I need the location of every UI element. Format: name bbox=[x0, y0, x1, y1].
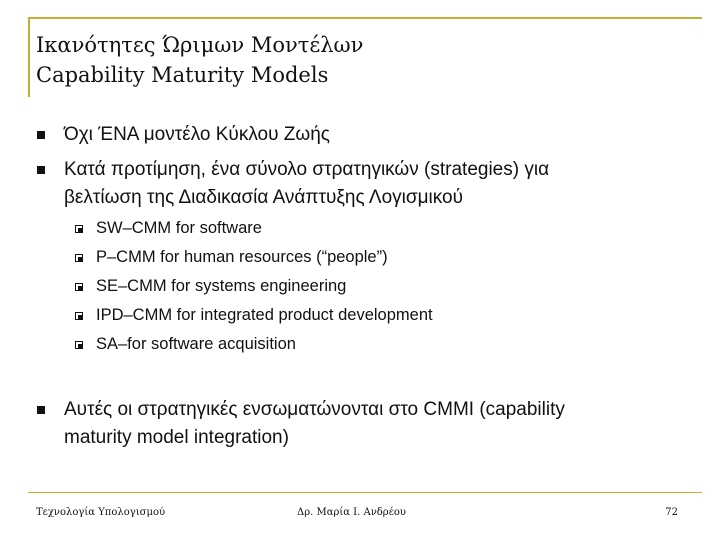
left-rule bbox=[28, 17, 30, 97]
bottom-rule bbox=[28, 492, 702, 493]
slide-title bbox=[36, 30, 363, 90]
title-line-greek: Ικανότητες Ώριμων Μοντέλων bbox=[36, 33, 364, 57]
bullet-1: Όχι ΈΝΑ μοντέλο Κύκλου Ζωής bbox=[64, 124, 330, 145]
bullet-2-line-1: Κατά προτίμηση, ένα σύνολο στρατηγικών (strategies) για bbox=[64, 159, 550, 180]
sub-bullet-2: P–CMM for human resources (“people”) bbox=[96, 248, 388, 266]
page-number: 72 bbox=[665, 507, 678, 518]
footer-course: Τεχνολογία Υπολογισμού bbox=[36, 507, 166, 518]
square-bullet-icon bbox=[37, 166, 45, 174]
top-rule bbox=[28, 17, 702, 19]
hollow-square-bullet-icon bbox=[75, 225, 83, 233]
bullet-2-line-2: βελτίωση της Διαδικασία Ανάπτυξης Λογισμικού bbox=[64, 187, 463, 208]
hollow-square-bullet-icon bbox=[75, 283, 83, 291]
bullet-3-line-2: maturity model integration) bbox=[64, 427, 289, 448]
square-bullet-icon bbox=[37, 131, 45, 139]
sub-bullet-3: SE–CMM for systems engineering bbox=[96, 277, 347, 295]
sub-bullet-5: SA–for software acquisition bbox=[96, 335, 296, 353]
hollow-square-bullet-icon bbox=[75, 341, 83, 349]
title-line-english: Capability Maturity Models bbox=[36, 63, 329, 87]
sub-bullet-4: IPD–CMM for integrated product development bbox=[96, 306, 433, 324]
square-bullet-icon bbox=[37, 406, 45, 414]
sub-bullet-1: SW–CMM for software bbox=[96, 219, 262, 237]
hollow-square-bullet-icon bbox=[75, 254, 83, 262]
bullet-3-line-1: Αυτές οι στρατηγικές ενσωματώνονται στο CMMI (capability bbox=[64, 399, 565, 420]
footer-author: Δρ. Μαρία Ι. Ανδρέου bbox=[297, 507, 406, 518]
hollow-square-bullet-icon bbox=[75, 312, 83, 320]
